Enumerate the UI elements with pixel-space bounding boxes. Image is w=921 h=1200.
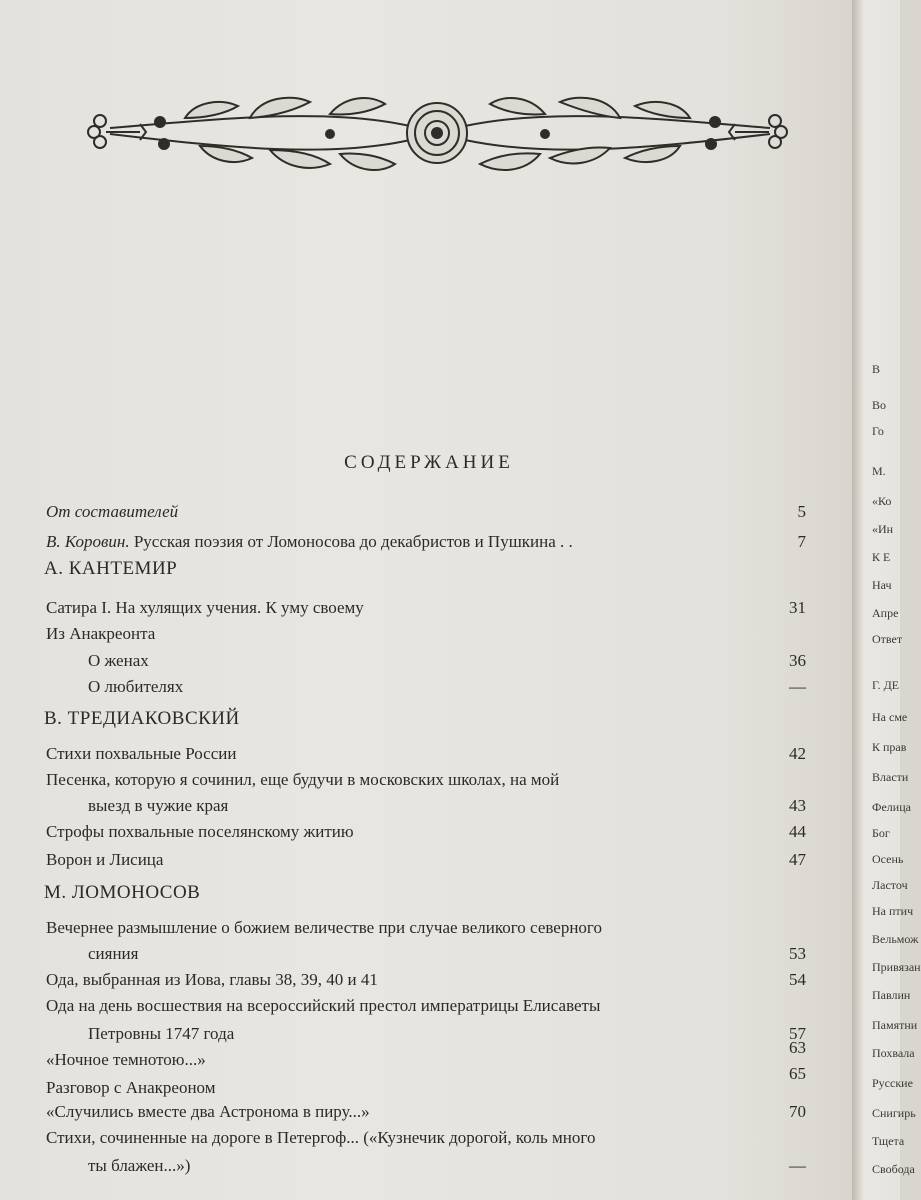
- section-heading: А. КАНТЕМИР: [44, 558, 178, 579]
- entry-title: Русская поэзия от Ломоносова до декабристов и Пушкина . .: [133, 532, 573, 551]
- entry-text: ты блажен...»): [88, 1156, 191, 1175]
- adjacent-fragment: Ласточ: [872, 878, 908, 892]
- adjacent-fragment: Павлин: [872, 988, 911, 1002]
- adjacent-fragment: Ответ: [872, 632, 903, 646]
- entry-text: Ода на день восшествия на всероссийский престол императрицы Елисаветы: [46, 996, 601, 1015]
- adjacent-fragment: Нач: [872, 578, 892, 592]
- entry-page: 63: [789, 1038, 806, 1057]
- entry-text: Стихи, сочиненные на дороге в Петергоф... («Кузнечик дорогой, коль много: [46, 1128, 596, 1147]
- entry-page: 5: [797, 502, 806, 521]
- entry-text: [46, 530, 573, 554]
- adjacent-fragment: Апре: [872, 606, 899, 620]
- adjacent-fragment: Похвала: [872, 1046, 915, 1060]
- entry-page: 31: [789, 598, 806, 617]
- adjacent-fragment: Вельмож: [872, 932, 919, 946]
- adjacent-fragment: К Е: [872, 550, 891, 564]
- entry-text: «Ночное темнотою...»: [46, 1050, 206, 1069]
- entry-page: 36: [789, 651, 806, 670]
- adjacent-fragment: Г. ДЕ: [872, 678, 900, 692]
- entry-text: Ворон и Лисица: [46, 850, 164, 869]
- entry-page: 70: [789, 1102, 806, 1121]
- entry-page: 53: [789, 944, 806, 963]
- entry-text: Ода, выбранная из Иова, главы 38, 39, 40 и 41: [46, 970, 378, 989]
- adjacent-fragment: Памятни: [872, 1018, 918, 1032]
- adjacent-fragment: «Ко: [872, 494, 892, 508]
- adjacent-fragment: Во: [872, 398, 887, 412]
- adjacent-fragment: Русские: [872, 1076, 913, 1090]
- adjacent-fragment: Свобода: [872, 1162, 915, 1176]
- adjacent-fragment: К прав: [872, 740, 907, 754]
- page-title: СОДЕРЖАНИЕ: [344, 452, 514, 473]
- entry-text: Песенка, которую я сочинил, еще будучи в московских школах, на мой: [46, 770, 560, 789]
- adjacent-fragment: Го: [872, 424, 884, 438]
- section-heading: М. ЛОМОНОСОВ: [44, 882, 201, 903]
- floral-ornament: [80, 88, 795, 198]
- entry-text: От составителей: [46, 502, 179, 521]
- entry-text: Вечернее размышление о божием величестве при случае великого северного: [46, 918, 602, 937]
- adjacent-fragment: Фелица: [872, 800, 911, 814]
- entry-page: 42: [789, 744, 806, 763]
- adjacent-page-edge: [852, 0, 921, 1200]
- entry-text: выезд в чужие края: [88, 796, 229, 815]
- entry-text: Сатира I. На хулящих учения. К уму своему: [46, 598, 364, 617]
- entry-author: В. Коровин.: [46, 532, 130, 551]
- adjacent-fragment: М.: [872, 464, 886, 478]
- entry-text: «Случились вместе два Астронома в пиру...»: [46, 1102, 370, 1121]
- section-heading: В. ТРЕДИАКОВСКИЙ: [44, 708, 240, 729]
- entry-text: О любителях: [88, 677, 184, 696]
- adjacent-fragment: «Ин: [872, 522, 894, 536]
- adjacent-fragment: На сме: [872, 710, 908, 724]
- entry-text: Строфы похвальные поселянскому житию: [46, 822, 354, 841]
- entry-page: 43: [789, 796, 806, 815]
- adjacent-fragment: Снигирь: [872, 1106, 916, 1120]
- adjacent-fragment: Осень: [872, 852, 904, 866]
- adjacent-fragment: Тщета: [872, 1134, 905, 1148]
- entry-page: —: [789, 1156, 806, 1175]
- entry-page: 54: [789, 970, 806, 989]
- entry-text: сияния: [88, 944, 139, 963]
- entry-text: Разговор с Анакреоном: [46, 1078, 216, 1097]
- adjacent-fragment: Привязан: [872, 960, 921, 974]
- entry-text: О женах: [88, 651, 149, 670]
- adjacent-fragment: Бог: [872, 826, 890, 840]
- entry-text: Петровны 1747 года: [88, 1024, 235, 1043]
- entry-page: —: [789, 677, 806, 696]
- adjacent-fragment: В: [872, 362, 881, 376]
- entry-page: 65: [789, 1064, 806, 1083]
- adjacent-fragment: На птич: [872, 904, 914, 918]
- entry-text: Из Анакреонта: [46, 624, 156, 643]
- entry-page: 47: [789, 850, 806, 869]
- entry-page: 57: [789, 1024, 806, 1043]
- entry-page: 44: [789, 822, 806, 841]
- adjacent-fragment: Власти: [872, 770, 909, 784]
- entry-page: 7: [797, 532, 806, 551]
- entry-text: Стихи похвальные России: [46, 744, 237, 763]
